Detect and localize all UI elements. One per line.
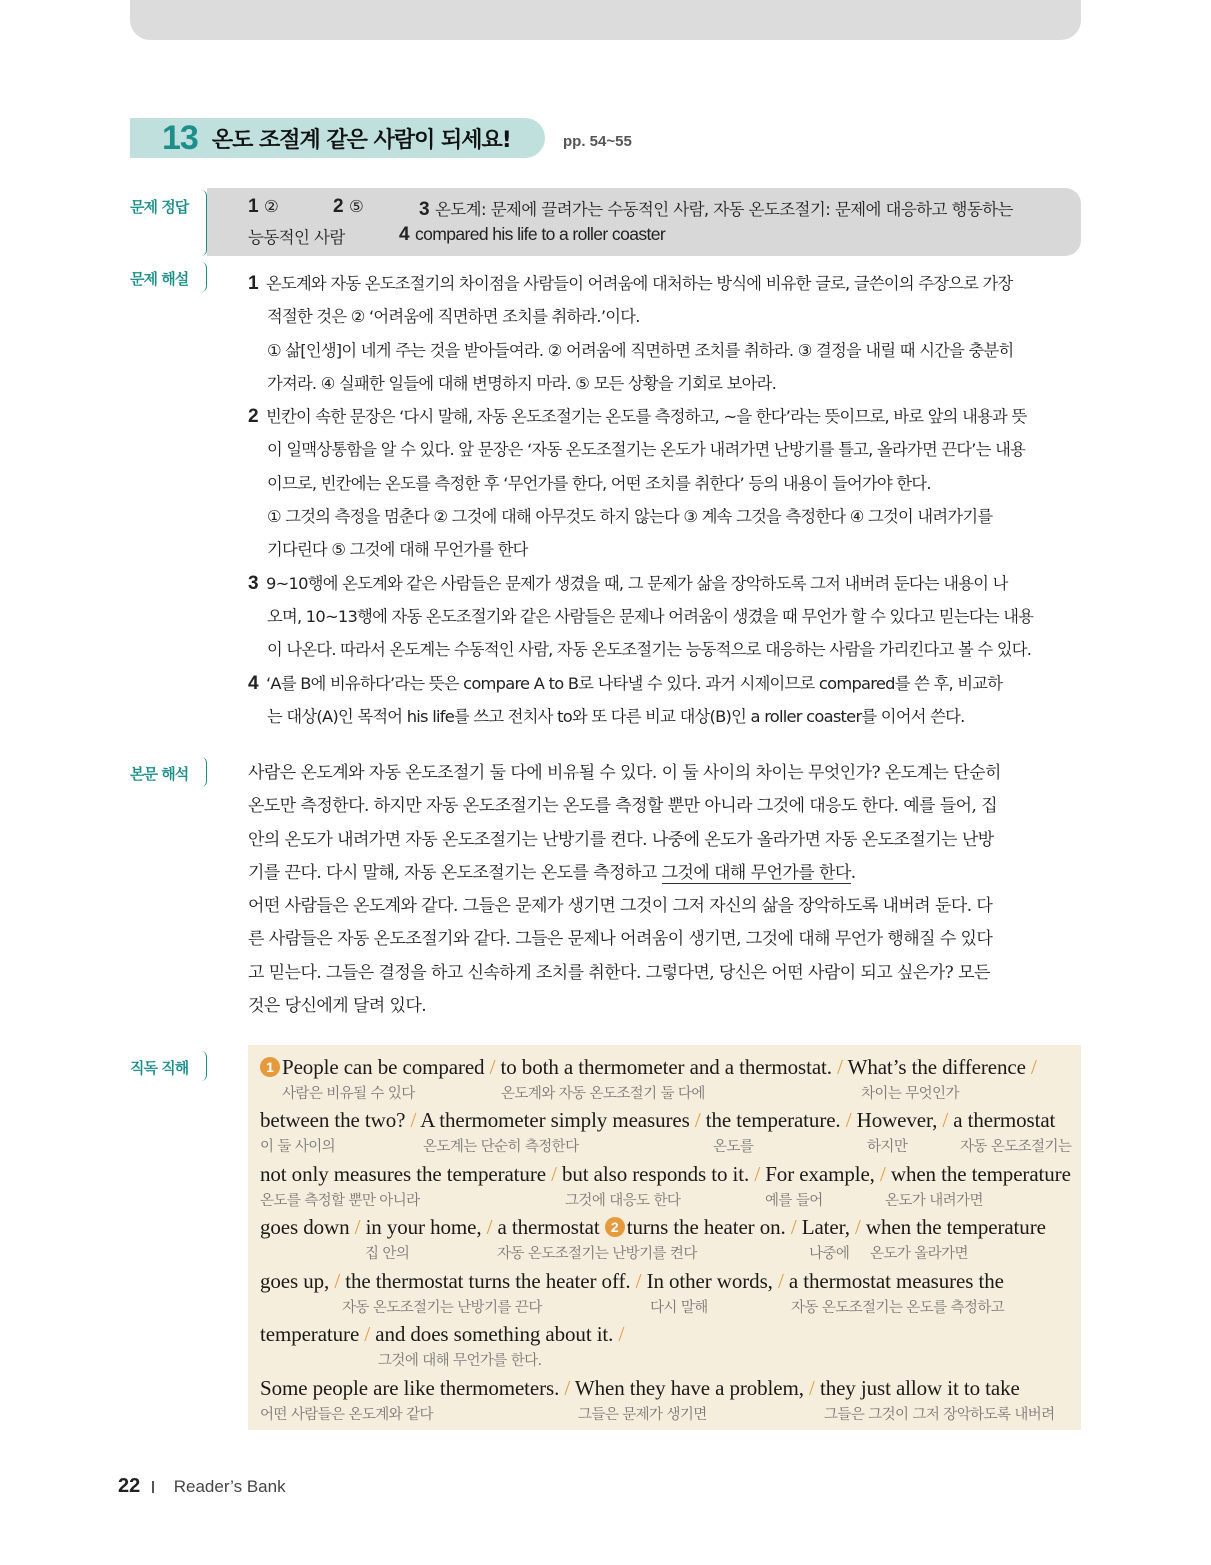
answer-number: 2 bbox=[333, 196, 343, 217]
answer-text: 온도계: 문제에 끌려가는 수동적인 사람, 자동 온도조절기: 문제에 대응하고 행동하는 bbox=[434, 200, 1013, 219]
korean-gloss: 자동 온도조절기는 bbox=[960, 1139, 1072, 1155]
top-decoration-bar bbox=[130, 0, 1081, 40]
text-line: 오며, 10~13행에 자동 온도조절기와 같은 사람들은 문제나 어려움이 생겼을 때 무언가 할 수 있다고 믿는다는 내용 bbox=[267, 606, 1034, 626]
chunk: in your home, bbox=[365, 1215, 482, 1239]
item-number: 3 bbox=[248, 572, 258, 594]
section-label-text: 문제 정답 bbox=[130, 198, 189, 216]
translation-text bbox=[248, 757, 1082, 1023]
korean-gloss: 차이는 무엇인가 bbox=[861, 1086, 959, 1102]
chunk: A thermometer simply measures bbox=[420, 1108, 690, 1132]
korean-gloss: 이 둘 사이의 bbox=[260, 1139, 336, 1155]
text-span: . bbox=[850, 862, 856, 883]
korean-gloss: 그들은 그것이 그저 장악하도록 내버려 bbox=[824, 1407, 1055, 1423]
english-line: not only measures the temperature / but also responds to it. / For example, / when the temperature bbox=[260, 1162, 1071, 1186]
page-footer bbox=[118, 1475, 286, 1498]
text-span: 기를 끈다. 다시 말해, 자동 온도조절기는 온도를 측정하고 bbox=[248, 862, 662, 883]
text-line: ‘A를 B에 비유하다’라는 뜻은 compare A to B로 나타낼 수 있다. 과거 시제이므로 compared를 쓴 후, 비교하 bbox=[266, 673, 1003, 693]
text-line: 온도계와 자동 온도조절기의 차이점을 사람들이 어려움에 대처하는 방식에 비유한 글로, 글쓴이의 주장으로 가장 bbox=[266, 274, 1013, 293]
text-line bbox=[248, 857, 1082, 890]
section-label-direct-reading bbox=[130, 1051, 207, 1081]
text-line: 안의 온도가 내려가면 자동 온도조절기는 난방기를 켠다. 나중에 온도가 올라가면 자동 온도조절기는 난방 bbox=[248, 829, 994, 850]
answer-1 bbox=[248, 196, 278, 218]
chunk: and does something about it. bbox=[375, 1322, 614, 1346]
chunk: What’s the difference bbox=[847, 1055, 1026, 1079]
chunk: the temperature. bbox=[705, 1108, 841, 1132]
text-line: 것은 당신에게 달려 있다. bbox=[248, 996, 427, 1017]
section-label-text: 문제 해설 bbox=[130, 270, 189, 288]
answer-box bbox=[207, 188, 1081, 256]
chunk: goes up, bbox=[260, 1269, 330, 1293]
text-line: 9~10행에 온도계와 같은 사람들은 문제가 생겼을 때, 그 문제가 삶을 장악하도록 그저 내버려 둔다는 내용이 나 bbox=[266, 573, 1008, 593]
korean-gloss: 그들은 문제가 생기면 bbox=[578, 1407, 707, 1423]
chunk: they just allow it to take bbox=[819, 1376, 1020, 1400]
english-line: goes up, / the thermostat turns the heater off. / In other words, / a thermostat measures the bbox=[260, 1269, 1004, 1293]
english-line: goes down / in your home, / a thermostat 2 turns the heater on. / Later, / when the temperature bbox=[260, 1215, 1046, 1239]
text-line: 가져라. ④ 실패한 일들에 대해 변명하지 마라. ⑤ 모든 상황을 기회로 보아라. bbox=[267, 373, 777, 393]
text-line: ① 그것의 측정을 멈춘다 ② 그것에 대해 아무것도 하지 않는다 ③ 계속 그것을 측정한다 ④ 그것이 내려가기를 bbox=[267, 507, 993, 527]
korean-gloss: 예를 들어 bbox=[765, 1193, 823, 1209]
korean-gloss: 어떤 사람들은 온도계와 같다 bbox=[260, 1407, 433, 1423]
text-line: 른 사람들은 자동 온도조절기와 같다. 그들은 문제나 어려움이 생기면, 그것에 대해 무언가 행해질 수 있다 bbox=[248, 929, 993, 950]
text-line: 이 나온다. 따라서 온도계는 수동적인 사람, 자동 온도조절기는 능동적으로 대응하는 사람을 가리킨다고 볼 수 있다. bbox=[267, 640, 1032, 660]
chunk: However, bbox=[856, 1108, 938, 1132]
chunk: a thermostat measures the bbox=[788, 1269, 1004, 1293]
chunk: when the temperature bbox=[865, 1215, 1046, 1239]
text-line: 기다린다 ⑤ 그것에 대해 무언가를 한다 bbox=[267, 540, 528, 560]
chunk: a thermostat bbox=[953, 1108, 1056, 1132]
text-line: 빈칸이 속한 문장은 ‘다시 말해, 자동 온도조절기는 온도를 측정하고, ~을 한다’라는 뜻이므로, 바로 앞의 내용과 뜻 bbox=[266, 407, 1027, 427]
book-title: Reader’s Bank bbox=[173, 1476, 286, 1496]
answer-number: 1 bbox=[248, 196, 258, 217]
chunk: not only measures the temperature bbox=[260, 1162, 546, 1186]
item-number: 1 bbox=[248, 273, 258, 294]
english-line: Some people are like thermometers. / When they have a problem, / they just allow it to take bbox=[260, 1376, 1020, 1400]
explanation-item-2 bbox=[248, 400, 1082, 433]
korean-gloss: 하지만 bbox=[867, 1139, 908, 1155]
chunk: turns the heater on. bbox=[626, 1215, 786, 1239]
korean-gloss: 온도를 bbox=[713, 1139, 754, 1155]
chunk: Later, bbox=[801, 1215, 850, 1239]
chunk: When they have a problem, bbox=[574, 1376, 804, 1400]
answer-number: 3 bbox=[419, 199, 429, 220]
underlined-answer: 그것에 대해 무언가를 한다 bbox=[661, 862, 851, 883]
chunk: goes down bbox=[260, 1215, 350, 1239]
korean-gloss: 온도가 올라가면 bbox=[870, 1246, 968, 1262]
explanation-item-4 bbox=[248, 667, 1082, 700]
lesson-title: 온도 조절계 같은 사람이 되세요! bbox=[211, 127, 511, 153]
chunk: when the temperature bbox=[890, 1162, 1071, 1186]
lesson-pages: pp. 54~55 bbox=[563, 133, 632, 150]
sentence-marker-icon: 1 bbox=[260, 1057, 280, 1077]
answer-4 bbox=[399, 224, 665, 246]
chunk: a thermostat bbox=[497, 1215, 600, 1239]
chunk: temperature bbox=[260, 1322, 360, 1346]
section-label-text: 본문 해석 bbox=[130, 765, 189, 783]
section-label-answers bbox=[130, 190, 207, 256]
text-line: 는 대상(A)인 목적어 his life를 쓰고 전치사 to와 또 다른 비교 대상(B)인 a roller coaster를 이어서 쓴다. bbox=[267, 706, 965, 726]
korean-gloss: 사람은 비유될 수 있다 bbox=[282, 1086, 415, 1102]
page-number: 22 bbox=[118, 1475, 141, 1497]
answer-3 bbox=[419, 196, 1013, 221]
chunk: but also responds to it. bbox=[561, 1162, 750, 1186]
answer-text: ⑤ bbox=[348, 197, 364, 216]
explanation-item-1 bbox=[248, 267, 1082, 300]
text-line: 사람은 온도계와 자동 온도조절기 둘 다에 비유될 수 있다. 이 둘 사이의 차이는 무엇인가? 온도계는 단순히 bbox=[248, 763, 1001, 783]
chunk: between the two? bbox=[260, 1108, 406, 1132]
sentence-marker-icon: 2 bbox=[605, 1217, 625, 1237]
korean-gloss: 그것에 대해 무언가를 한다. bbox=[378, 1353, 542, 1369]
explanation-list bbox=[248, 267, 1082, 733]
korean-gloss: 자동 온도조절기는 난방기를 끈다 bbox=[342, 1300, 542, 1316]
answer-number: 4 bbox=[399, 224, 409, 245]
section-label-text: 직독 직해 bbox=[130, 1059, 189, 1077]
english-line: between the two? / A thermometer simply measures / the temperature. / However, / a thermostat bbox=[260, 1108, 1056, 1132]
english-line: 1 People can be compared / to both a thermometer and a thermostat. / What’s the difference / bbox=[260, 1055, 1037, 1080]
text-line: 이므로, 빈칸에는 온도를 측정한 후 ‘무언가를 한다, 어떤 조치를 취한다’ 등의 내용이 들어가야 한다. bbox=[267, 473, 931, 493]
korean-gloss: 집 안의 bbox=[365, 1246, 410, 1262]
korean-gloss: 자동 온도조절기는 난방기를 켠다 bbox=[497, 1246, 697, 1262]
text-line: ① 삶[인생]이 네게 주는 것을 받아들여라. ② 어려움에 직면하면 조치를 취하라. ③ 결정을 내릴 때 시간을 충분히 bbox=[267, 340, 1014, 360]
lesson-title-tab bbox=[130, 118, 545, 158]
chunk: People can be compared bbox=[282, 1055, 485, 1079]
item-number: 2 bbox=[248, 406, 258, 428]
korean-gloss: 나중에 bbox=[809, 1246, 850, 1262]
section-label-translation bbox=[130, 757, 207, 787]
english-line: temperature / and does something about it. / bbox=[260, 1322, 625, 1346]
footer-divider bbox=[152, 1481, 154, 1493]
text-line: 적절한 것은 ② ‘어려움에 직면하면 조치를 취하라.’이다. bbox=[267, 307, 640, 327]
answer-2 bbox=[333, 196, 363, 218]
answer-3-continued: 능동적인 사람 bbox=[248, 228, 345, 247]
korean-gloss: 다시 말해 bbox=[650, 1300, 708, 1316]
chunk: to both a thermometer and a thermostat. bbox=[500, 1055, 832, 1079]
text-line: 어떤 사람들은 온도계와 같다. 그들은 문제가 생기면 그것이 그저 자신의 삶을 장악하도록 내버려 둔다. 다 bbox=[248, 896, 993, 917]
lesson-number: 13 bbox=[162, 118, 198, 157]
chunk: In other words, bbox=[646, 1269, 773, 1293]
item-number: 4 bbox=[248, 672, 258, 694]
chunk: Some people are like thermometers. bbox=[260, 1376, 560, 1400]
text-line: 이 일맥상통함을 알 수 있다. 앞 문장은 ‘자동 온도조절기는 온도가 내려가면 난방기를 틀고, 올라가면 끈다’는 내용 bbox=[267, 440, 1026, 460]
section-label-explanation bbox=[130, 262, 207, 292]
text-line: 고 믿는다. 그들은 결정을 하고 신속하게 조치를 취한다. 그렇다면, 당신은 어떤 사람이 되고 싶은가? 모든 bbox=[248, 962, 990, 983]
chunk: the thermostat turns the heater off. bbox=[345, 1269, 631, 1293]
korean-gloss: 그것에 대응도 한다 bbox=[565, 1193, 681, 1209]
korean-gloss: 자동 온도조절기는 온도를 측정하고 bbox=[791, 1300, 1005, 1316]
korean-gloss: 온도계와 자동 온도조절기 둘 다에 bbox=[501, 1086, 705, 1102]
chunk: For example, bbox=[765, 1162, 875, 1186]
answer-text: ② bbox=[263, 197, 279, 216]
text-line: 온도만 측정한다. 하지만 자동 온도조절기는 온도를 측정할 뿐만 아니라 그것에 대응도 한다. 예를 들어, 집 bbox=[248, 796, 998, 817]
korean-gloss: 온도가 내려가면 bbox=[885, 1193, 983, 1209]
korean-gloss: 온도계는 단순히 측정한다 bbox=[423, 1139, 579, 1155]
direct-reading-box bbox=[248, 1045, 1081, 1430]
korean-gloss: 온도를 측정할 뿐만 아니라 bbox=[260, 1193, 420, 1209]
answer-text: compared his life to a roller coaster bbox=[414, 224, 666, 244]
explanation-item-3 bbox=[248, 567, 1082, 600]
